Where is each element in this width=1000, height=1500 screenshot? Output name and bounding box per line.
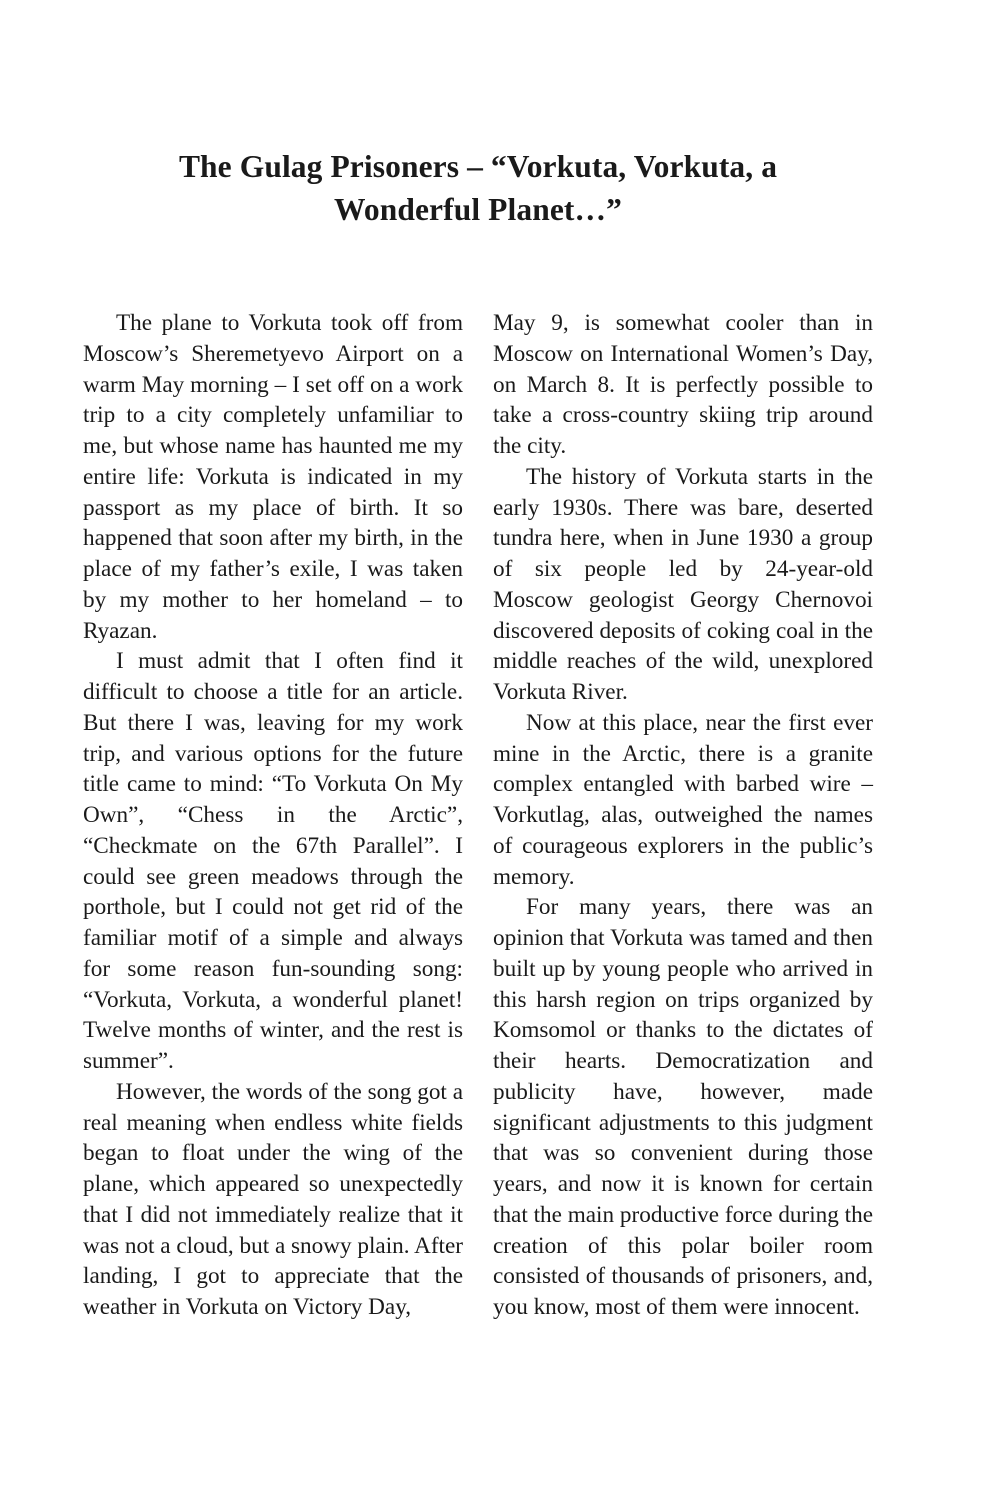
paragraph: I must admit that I often find it difficult to choose a title for an article. But there I was, leaving for my work trip, and various options for the future title came to mind: “To Vorkuta On My Own”, “Chess in the Arctic”, “Checkmate on the 67th Parallel”. I could see green meadows through the porthole, but I could not get rid of the familiar motif of a simple and always for some reason fun-sounding song: “Vorkuta, Vorkuta, a wonderful planet! Twelve months of winter, and the rest is summer”. bbox=[83, 648, 463, 1074]
chapter-title-line-2: Wonderful Planet…” bbox=[334, 192, 622, 227]
right-text-column bbox=[493, 308, 873, 1323]
paragraph: However, the words of the song got a real meaning when endless white fields began to float under the wing of the plane, which appeared so unexpectedly that I did not immediately realize that it was not a cloud, but a snowy plain. After landing, I got to appreciate that the weather in Vorkuta on Victory Day, bbox=[83, 1078, 463, 1320]
chapter-title-line-1: The Gulag Prisoners – “Vorkuta, Vorkuta, a bbox=[178, 149, 778, 184]
paragraph-continuation: May 9, is somewhat cooler than in Moscow on International Women’s Day, on March 8. It is perfectly possible to take a cross-country skiing trip around the city. bbox=[493, 310, 873, 459]
paragraph: For many years, there was an opinion that Vorkuta was tamed and then built up by young people who arrived in this harsh region on trips organized by Komsomol or thanks to the dictates of their hearts. Democratization and publicity have, however, made significant adjustments to this judgment that was so convenient during those years, and now it is known for certain that the main productive force during the creation of this polar boiler room consisted of thousands of prisoners, and, you know, most of them were innocent. bbox=[493, 894, 873, 1320]
left-text-column bbox=[83, 308, 463, 1323]
paragraph: The plane to Vorkuta took off from Moscow’s Sheremetyevo Airport on a warm May morning – I set off on a work trip to a city completely unfamiliar to me, but whose name has haunted me my entire life: Vorkuta is indicated in my passport as my place of birth. It so happened that soon after my birth, in the place of my father’s exile, I was taken by my mother to her homeland – to Ryazan. bbox=[83, 310, 463, 644]
paragraph: The history of Vorkuta starts in the early 1930s. There was bare, deserted tundra here, when in June 1930 a group of six people led by 24-year-old Moscow geologist Georgy Chernovoi discovered deposits of coking coal in the middle reaches of the wild, unexplored Vorkuta River. bbox=[493, 463, 873, 705]
chapter-title bbox=[100, 145, 856, 231]
paragraph: Now at this place, near the first ever mine in the Arctic, there is a granite complex entangled with barbed wire – Vorkutlag, alas, outweighed the names of courageous explorers in the public’s memory. bbox=[493, 709, 873, 890]
